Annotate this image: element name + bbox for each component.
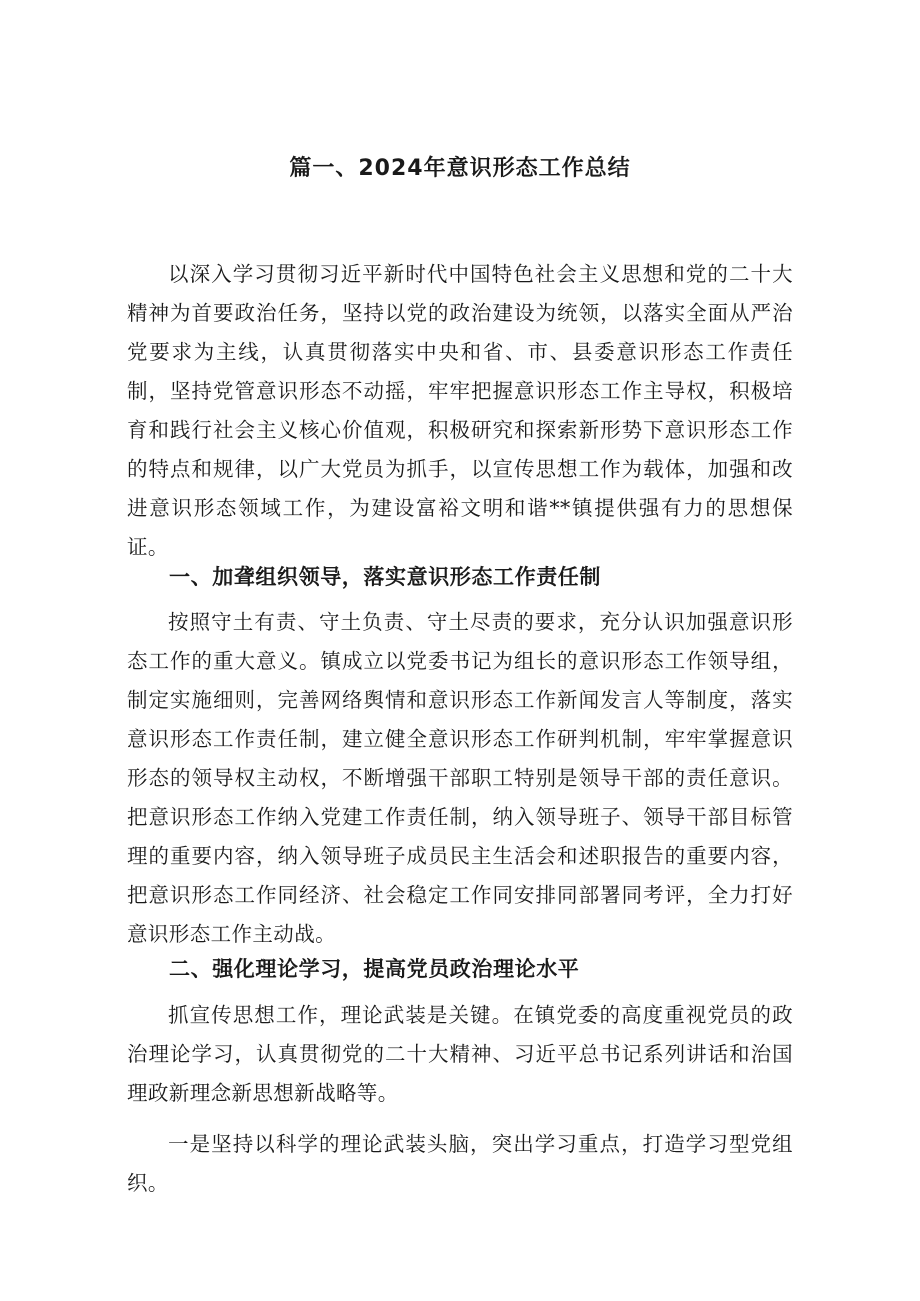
section-1-paragraph: 按照守土有责、守土负责、守土尽责的要求，充分认识加强意识形态工作的重大意义。镇成立以党委书记为组长的意识形态工作领导组，制定实施细则，完善网络舆情和意识形态工作新闻发言人等制度，落实意识形态工作责任制，建立健全意识形态工作研判机制，牢牢掌握意识形态的领导权主动权，不断增强干部职工特别是领导干部的责任意识。把意识形态工作纳入党建工作责任制，纳入领导班子、领导干部目标管理的重要内容，纳入领导班子成员民主生活会和述职报告的重要内容，把意识形态工作同经济、社会稳定工作同安排同部署同考评，全力打好意识形态工作主动战。 (127, 610, 793, 946)
section-2-point-1: 一是坚持以科学的理论武装头脑，突出学习重点，打造学习型党组织。 (127, 1132, 793, 1195)
intro-paragraph: 以深入学习贯彻习近平新时代中国特色社会主义思想和党的二十大精神为首要政治任务，坚持以党的政治建设为统领，以落实全面从严治党要求为主线，认真贯彻落实中央和省、市、县委意识形态工作责任制，坚持党管意识形态不动摇，牢牢把握意识形态工作主导权，积极培育和践行社会主义核心价值观，积极研究和探索新形势下意识形态工作的特点和规律，以广大党员为抓手，以宣传思想工作为载体，加强和改进意识形态领域工作，为建设富裕文明和谐**镇提供强有力的思想保证。 (127, 262, 793, 559)
section-heading-2: 二、强化理论学习，提高党员政治理论水平 (169, 957, 580, 981)
document-title: 篇一、2024年意识形态工作总结 (289, 156, 631, 181)
section-heading-1: 一、加聋组织领导，落实意识形态工作责任制 (169, 565, 601, 589)
section-2-paragraph: 抓宣传思想工作，理论武装是关键。在镇党委的高度重视党员的政治理论学习，认真贯彻党的二十大精神、习近平总书记系列讲话和治国理政新理念新思想新战略等。 (127, 1003, 793, 1105)
